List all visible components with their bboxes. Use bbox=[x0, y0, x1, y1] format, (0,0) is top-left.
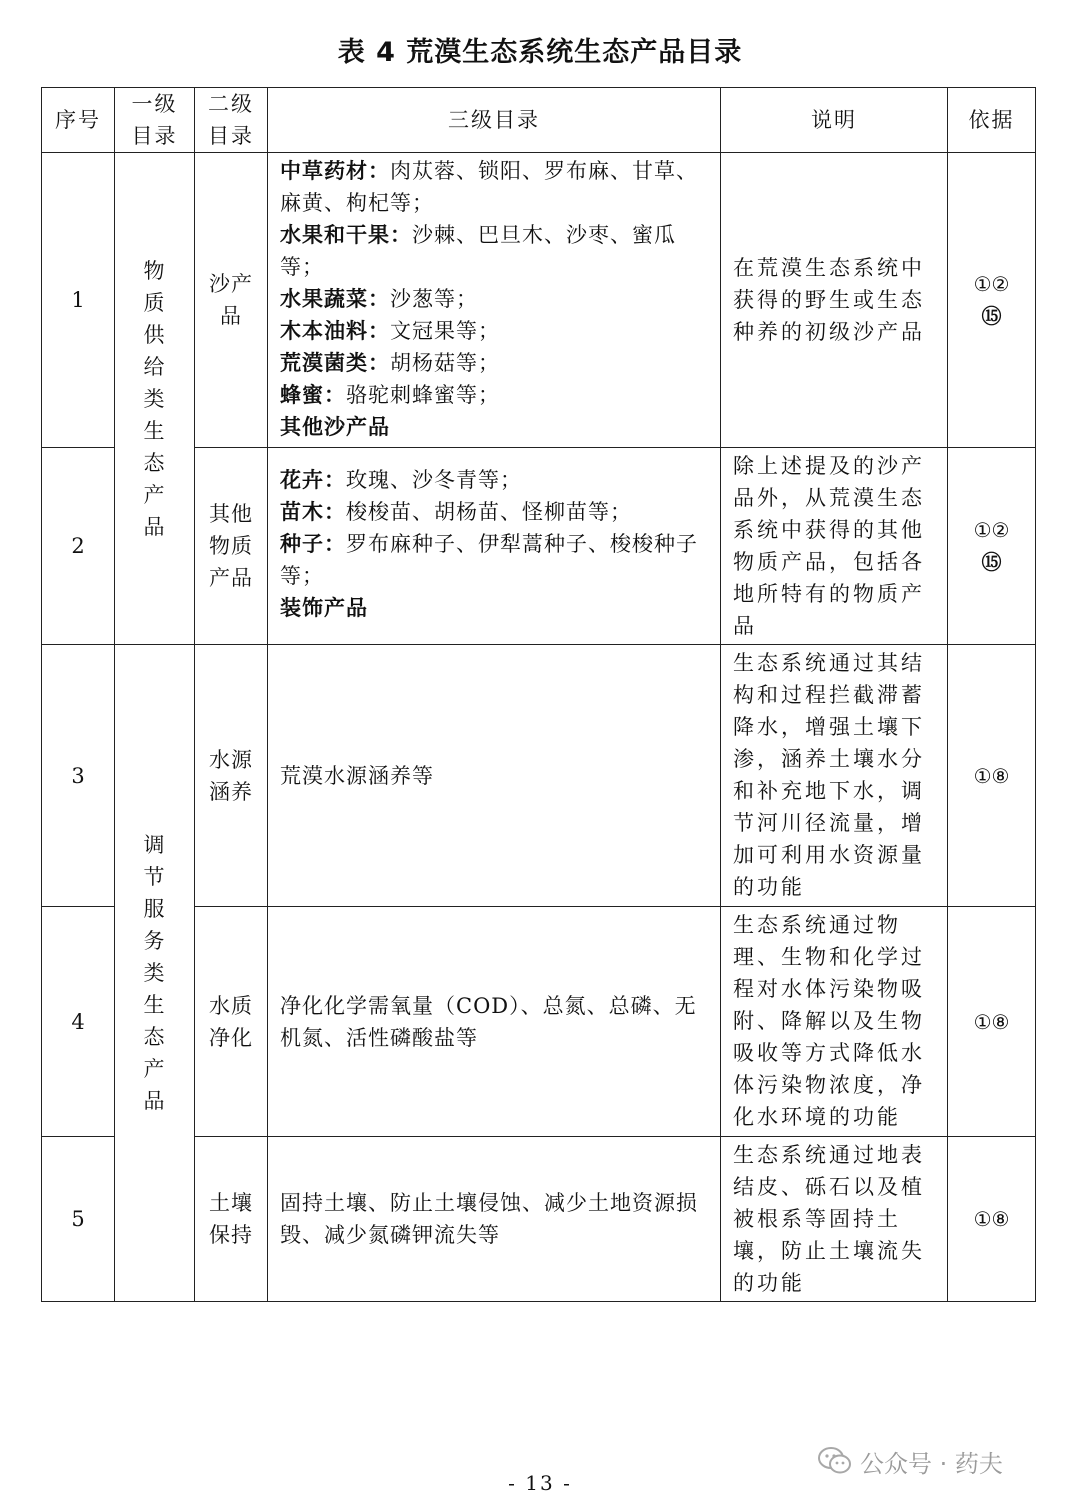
row-description: 生态系统通过其结构和过程拦截滞蓄降水，增强土壤下渗，涵养土壤水分和补充地下水，调节河川径流量，增加可利用水资源量的功能 bbox=[721, 645, 948, 907]
header-level1: 一级目录 bbox=[115, 88, 195, 153]
level3-items: 净化化学需氧量（COD）、总氮、总磷、无机氮、活性磷酸盐等 bbox=[268, 907, 721, 1137]
table-row bbox=[42, 645, 1036, 907]
list-item: 木本油料：文冠果等； bbox=[280, 319, 500, 343]
header-level3: 三级目录 bbox=[268, 88, 721, 153]
level2-category: 水源涵养 bbox=[195, 645, 268, 907]
header-description: 说明 bbox=[721, 88, 948, 153]
level2-category: 水质净化 bbox=[195, 907, 268, 1137]
row-description: 生态系统通过物理、生物和化学过程对水体污染物吸附、降解以及生物吸收等方式降低水体污染物浓度，净化水环境的功能 bbox=[721, 907, 948, 1137]
basis-refs: ①② bbox=[973, 518, 1010, 542]
level3-items bbox=[268, 153, 721, 448]
row-basis bbox=[948, 153, 1036, 448]
table-title: 表 4 荒漠生态系统生态产品目录 bbox=[337, 37, 743, 68]
row-basis: ①⑧ bbox=[948, 1137, 1036, 1302]
level2-category: 其他物质产品 bbox=[195, 448, 268, 645]
header-index: 序号 bbox=[42, 88, 115, 153]
table-row bbox=[42, 153, 1036, 448]
level2-category: 沙产品 bbox=[195, 153, 268, 448]
list-item: 苗木：梭梭苗、胡杨苗、怪柳苗等； bbox=[280, 500, 632, 524]
list-item: 蜂蜜：骆驼刺蜂蜜等； bbox=[280, 383, 500, 407]
list-item: 花卉：玫瑰、沙冬青等； bbox=[280, 468, 522, 492]
row-index: 5 bbox=[42, 1137, 115, 1302]
header-level2: 二级目录 bbox=[195, 88, 268, 153]
level3-items: 固持土壤、防止土壤侵蚀、减少土地资源损毁、减少氮磷钾流失等 bbox=[268, 1137, 721, 1302]
list-item: 水果和干果：沙棘、巴旦木、沙枣、蜜瓜等； bbox=[280, 223, 676, 279]
level3-items bbox=[268, 448, 721, 645]
row-basis bbox=[948, 448, 1036, 645]
row-index: 4 bbox=[42, 907, 115, 1137]
level1-category: 调节服务类生态产品 bbox=[115, 645, 195, 1302]
level2-category: 土壤保持 bbox=[195, 1137, 268, 1302]
page-number: - 13 - bbox=[508, 1471, 572, 1495]
list-item: 水果蔬菜：沙葱等； bbox=[280, 287, 478, 311]
basis-refs-extra: ⑮ bbox=[981, 304, 1002, 328]
row-index: 1 bbox=[42, 153, 115, 448]
basis-refs-extra: ⑮ bbox=[981, 550, 1002, 574]
header-basis: 依据 bbox=[948, 88, 1036, 153]
level1-category: 物质供给类生态产品 bbox=[115, 153, 195, 645]
list-item: 装饰产品 bbox=[280, 596, 368, 620]
eco-product-catalog-table bbox=[41, 87, 1036, 1302]
row-description: 除上述提及的沙产品外，从荒漠生态系统中获得的其他物质产品，包括各地所特有的物质产品 bbox=[721, 448, 948, 645]
row-description: 在荒漠生态系统中获得的野生或生态种养的初级沙产品 bbox=[721, 153, 948, 448]
list-item: 其他沙产品 bbox=[280, 415, 390, 439]
watermark-text: 公众号 · 药夫 bbox=[860, 1449, 1003, 1478]
row-index: 2 bbox=[42, 448, 115, 645]
level3-items: 荒漠水源涵养等 bbox=[268, 645, 721, 907]
list-item: 种子：罗布麻种子、伊犁蒿种子、梭梭种子等； bbox=[280, 532, 698, 588]
table-header-row bbox=[42, 88, 1036, 153]
list-item: 荒漠菌类：胡杨菇等； bbox=[280, 351, 500, 375]
row-description: 生态系统通过地表结皮、砾石以及植被根系等固持土壤，防止土壤流失的功能 bbox=[721, 1137, 948, 1302]
row-index: 3 bbox=[42, 645, 115, 907]
basis-refs: ①② bbox=[973, 272, 1010, 296]
row-basis: ①⑧ bbox=[948, 907, 1036, 1137]
list-item: 中草药材：肉苁蓉、锁阳、罗布麻、甘草、麻黄、枸杞等； bbox=[280, 159, 698, 215]
row-basis: ①⑧ bbox=[948, 645, 1036, 907]
